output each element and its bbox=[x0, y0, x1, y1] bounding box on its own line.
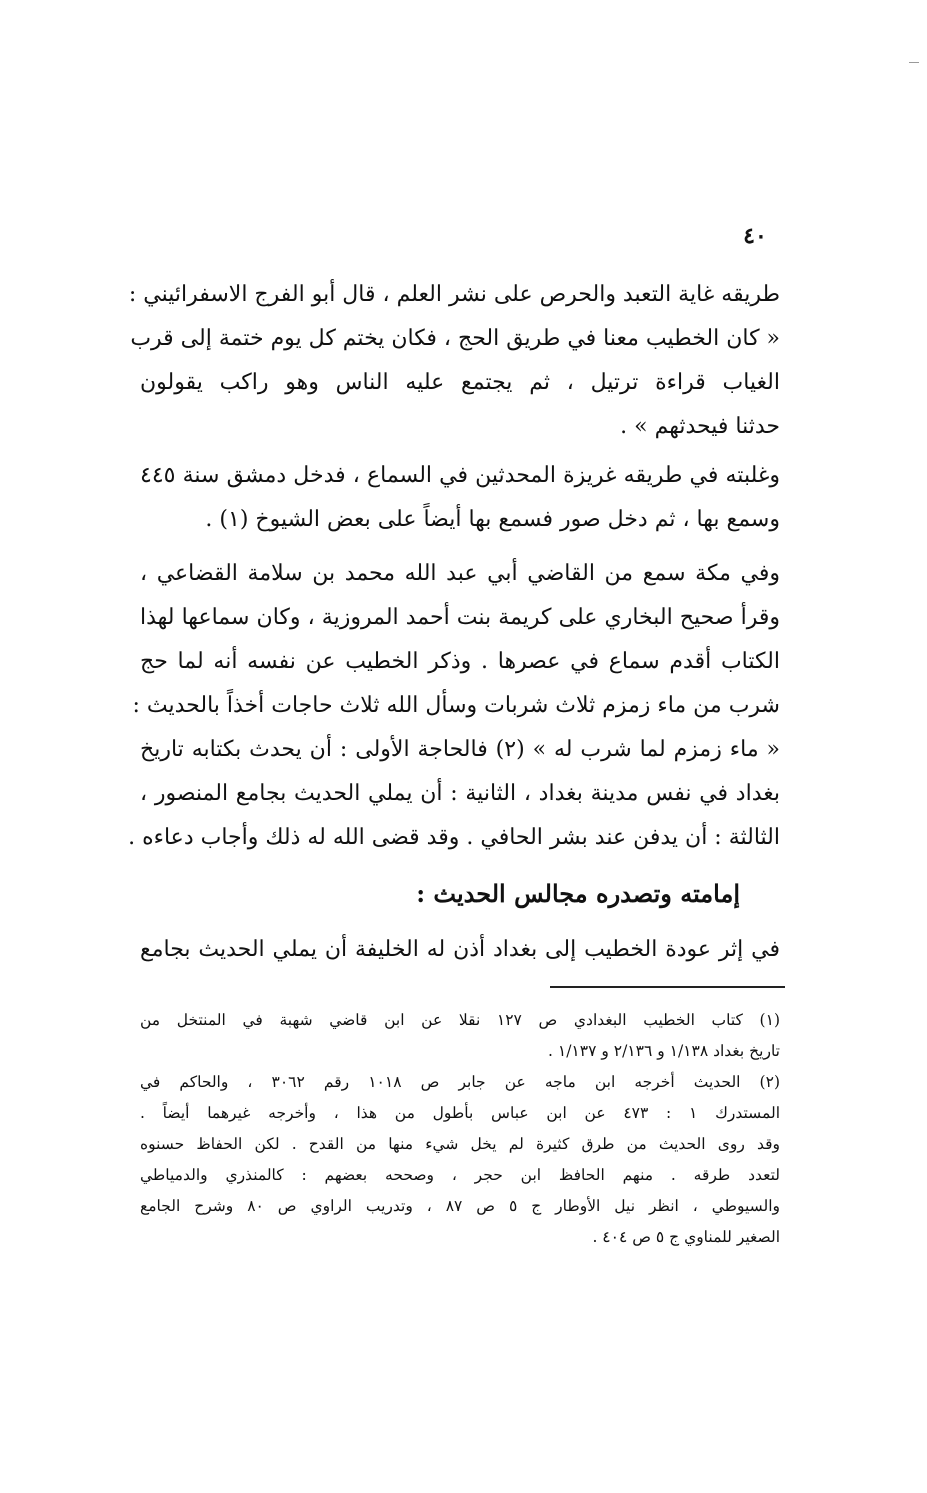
text-line: الكتاب أقدم سماع في عصرها . وذكر الخطيب عن نفسه أنه لما حج bbox=[140, 649, 780, 674]
section-heading: إمامته وتصدره مجالس الحديث : bbox=[416, 879, 740, 908]
footnote-line: الصغير للمناوي ج ٥ ص ٤٠٤ . bbox=[592, 1228, 780, 1246]
paragraph-4 bbox=[140, 928, 780, 972]
footnote-line: تاريخ بغداد ١/١٣٨ و ٢/١٣٦ و ١/١٣٧ . bbox=[548, 1042, 780, 1060]
text-line: شرب من ماء زمزم ثلاث شربات وسأل الله ثلاث حاجات أخذاً بالحديث : bbox=[132, 693, 780, 718]
text-line: الغياب قراءة ترتيل ، ثم يجتمع عليه الناس وهو راكب يقولون bbox=[140, 370, 780, 395]
text-line: وفي مكة سمع من القاضي أبي عبد الله محمد بن سلامة القضاعي ، bbox=[140, 561, 780, 586]
text-line: حدثنا فيحدثهم » . bbox=[620, 414, 780, 439]
paragraph-3 bbox=[128, 552, 780, 860]
paragraph-2 bbox=[140, 454, 780, 542]
footnotes bbox=[140, 1005, 780, 1253]
paragraph-1 bbox=[128, 273, 780, 449]
footnote-line: (١) كتاب الخطيب البغدادي ص ١٢٧ نقلا عن ابن قاضي شهبة في المنتخل من bbox=[140, 1011, 780, 1029]
page-number: ٤٠ bbox=[743, 223, 767, 249]
text-line: « كان الخطيب معنا في طريق الحج ، فكان يختم كل يوم ختمة إلى قرب bbox=[130, 326, 780, 351]
text-line: « ماء زمزم لما شرب له » (٢) فالحاجة الأولى : أن يحدث بكتابه تاريخ bbox=[140, 737, 780, 762]
footnote-separator bbox=[550, 986, 785, 988]
footnote-line: لتعدد طرقه . منهم الحافظ ابن حجر ، وصححه بعضهم : كالمنذري والدمياطي bbox=[140, 1166, 780, 1184]
footnote-line: والسيوطي ، انظر نيل الأوطار ج ٥ ص ٨٧ ، وتدريب الراوي ص ٨٠ وشرح الجامع bbox=[140, 1197, 780, 1215]
edge-mark bbox=[909, 62, 919, 63]
text-line: وسمع بها ، ثم دخل صور فسمع بها أيضاً على بعض الشيوخ (١) . bbox=[205, 507, 780, 532]
text-line: الثالثة : أن يدفن عند بشر الحافي . وقد قضى الله له ذلك وأجاب دعاءه . bbox=[128, 825, 780, 850]
text-line: وغلبته في طريقه غريزة المحدثين في السماع ، فدخل دمشق سنة ٤٤٥ bbox=[140, 463, 780, 488]
footnote-line: وقد روى الحديث من طرق كثيرة لم يخل شيء منها من القدح . لكن الحفاظ حسنوه bbox=[140, 1135, 780, 1153]
text-line: طريقه غاية التعبد والحرص على نشر العلم ، قال أبو الفرج الاسفرائيني : bbox=[128, 282, 780, 307]
footnote-line: المستدرك ١ : ٤٧٣ عن ابن عباس بأطول من هذا ، وأخرجه غيرهما أيضاً . bbox=[140, 1104, 780, 1122]
text-line: وقرأ صحيح البخاري على كريمة بنت أحمد المروزية ، وكان سماعها لهذا bbox=[140, 605, 780, 630]
footnote-line: (٢) الحديث أخرجه ابن ماجه عن جابر ص ١٠١٨ رقم ٣٠٦٢ ، والحاكم في bbox=[140, 1073, 780, 1091]
text-line: في إثر عودة الخطيب إلى بغداد أذن له الخليفة أن يملي الحديث بجامع bbox=[140, 937, 780, 962]
text-line: بغداد في نفس مدينة بغداد ، الثانية : أن يملي الحديث بجامع المنصور ، bbox=[140, 781, 780, 806]
